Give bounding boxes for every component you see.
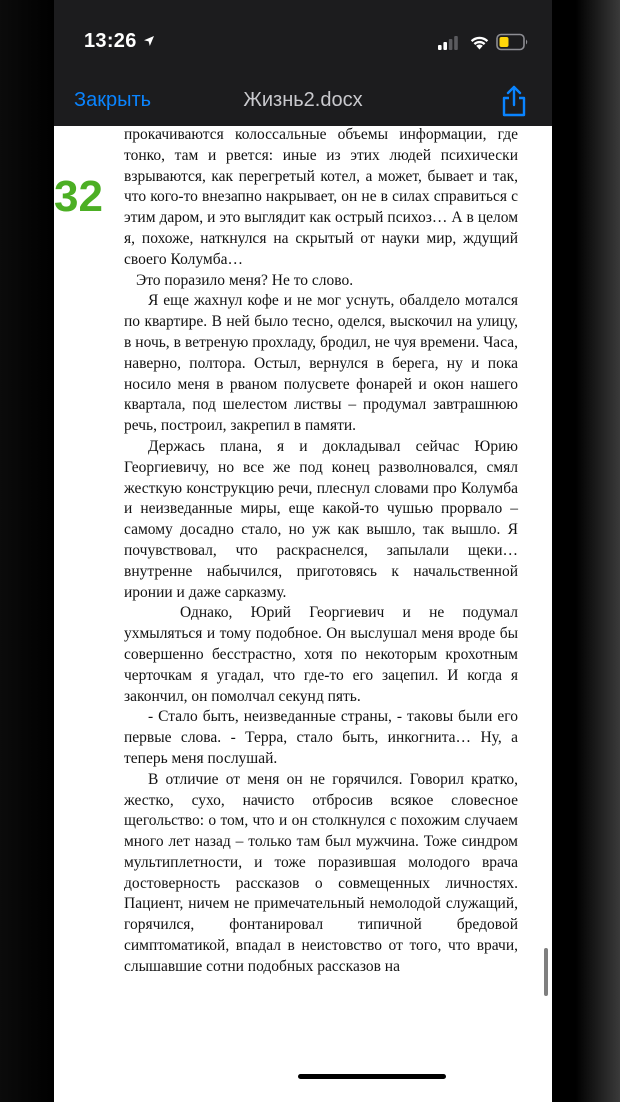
battery-low-icon [496,33,530,51]
left-frame [0,0,54,1102]
document-body [124,126,518,978]
location-arrow-icon [143,35,155,47]
scrollbar-thumb[interactable] [544,948,548,996]
paragraph: Держась плана, я и докладывал сейчас Юрию Георгиевичу, но все же под конец разволновался, смял жесткую конструкцию речи, плеснул словами про Колумба и неизведанные миры, еще какой-то чушью прорвало – самому досадно стало, но уж как вышло, так вышло. Я почувствовал, что раскраснелся, запылали щеки… внутренне набычился, приготовясь к начальственной иронии и даже сарказму. [124,437,518,601]
paragraph: В отличие от меня он не горячился. Говорил кратко, жестко, сухо, начисто отбросив всякое словесное щегольство: о том, что и он столкнулся с похожим случаем много лет назад – только там был мужчина. Тоже синдром мультиплетности, и тоже поразившая молодого врача достоверность рассказов о совмещенных личностях. Пациент, ничем не примечательный немолодой служащий, горячился, фонтанировал типичной бредовой симптоматикой, впадал в неистовство от того, что врачи, слышавшие сотни подобных рассказов на [124,770,518,975]
phone-screen [54,0,552,1102]
status-time: 13:26 [84,30,137,52]
right-frame [552,0,620,1102]
paragraph: - Стало быть, неизведанные страны, - таковы были его первые слова. - Терра, стало быть, инкогнита… Ну, а теперь меня послушай. [124,708,518,767]
paragraph: прокачиваются колоссальные объемы информации, где тонко, там и рвется: иные из этих людей психически взрываются, как перегретый котел, а может, бывает и так, что кого-то внезапно накрывает, он не в силах справиться с этим даром, и это выглядит как острый психоз… А в целом я, похоже, наткнулся на скрытый от науки мир, ждущий своего Колумба… [124,126,518,268]
paragraph: Я еще жахнул кофе и не мог уснуть, обалдело мотался по квартире. В ней было тесно, оделся, выскочил на улицу, в ночь, в ветреную прохладу, бродил, не чуя времени. Часа, наверно, полтора. Остыл, вернулся в берега, ну и пока носило меня в рваном полусвете фонарей и окон нашего квартала, под шелестом листвы – продумал завтрашнюю речь, построил, закрепил в памяти. [124,292,518,435]
home-indicator[interactable] [298,1074,446,1079]
page-number: 32 [54,172,103,221]
paragraph: Однако, Юрий Георгиевич и не подумал ухмыляться и тому подобное. Он выслушал меня вроде бы совершенно бесстрастно, хотя по некоторым крохотным черточкам я угадал, что где-то его зацепил. И когда я закончил, он помолчал секунд пять. [124,604,518,705]
wifi-icon [469,34,490,50]
share-icon[interactable] [500,84,528,118]
status-bar [54,0,552,80]
document-title: Жизнь2.docx [243,89,363,111]
document-page [54,126,552,1102]
close-button[interactable]: Закрыть [74,89,152,111]
cellular-signal-icon [438,36,460,50]
paragraph: Это поразило меня? Не то слово. [136,271,354,289]
